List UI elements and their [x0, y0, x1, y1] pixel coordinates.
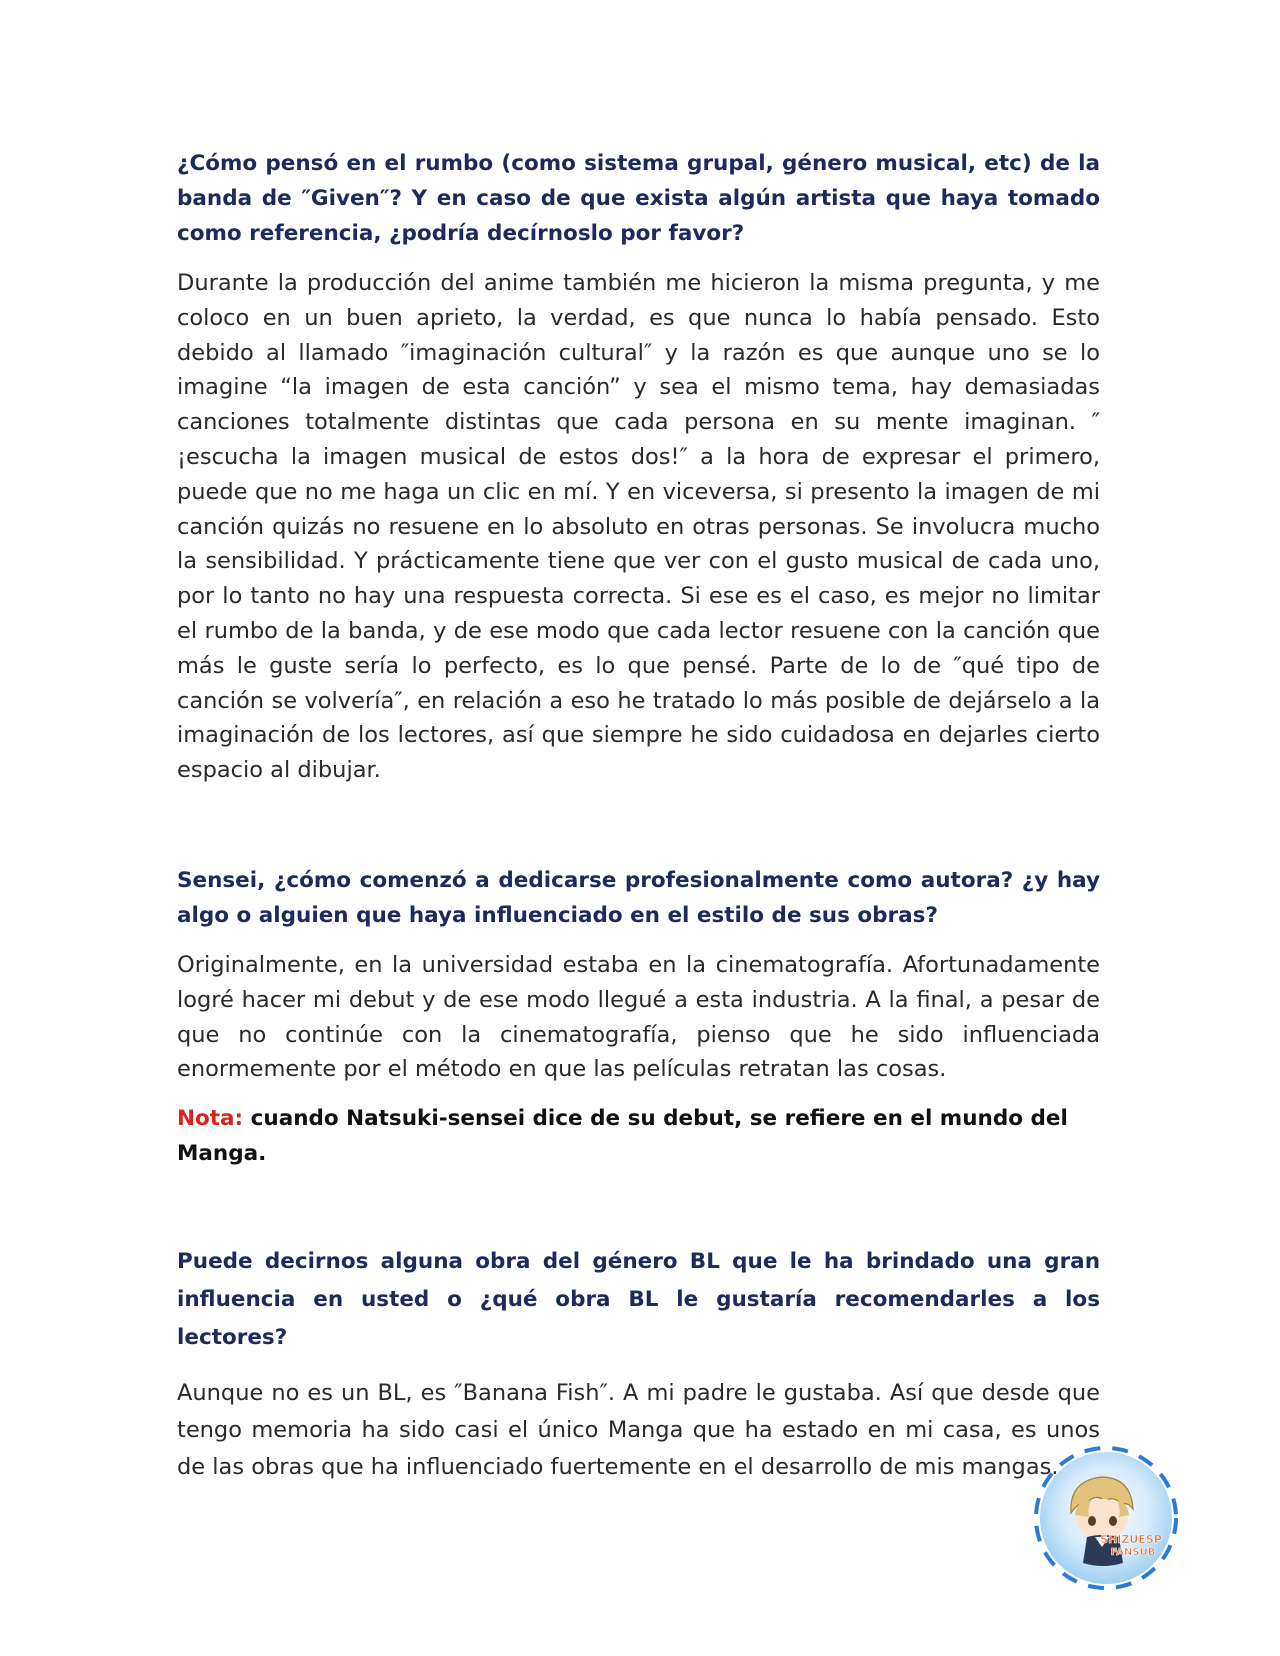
stamp-text-2: FANSUB [1110, 1547, 1156, 1558]
answer-2: Originalmente, en la universidad estaba en la cinematografía. Afortunadamente logré hacer mi debut y de ese modo llegué a esta industria. A la final, a pesar de que no continúe con la cinematografía, pienso que he sido influenciada enormemente por el método en que las películas retratan las cosas. [177, 951, 1100, 1083]
question-2: Sensei, ¿cómo comenzó a dedicarse profesionalmente como autora? ¿y hay algo o alguien que haya influenciado en el estilo de sus obras? [177, 867, 1100, 928]
fansub-logo [1031, 1443, 1181, 1593]
question-1: ¿Cómo pensó en el rumbo (como sistema grupal, género musical, etc) de la banda de ″Given″? Y en caso de que exista algún artista que haya tomado como referencia, ¿podría decírnoslo por favor? [177, 151, 1100, 246]
note-text: cuando Natsuki-sensei dice de su debut, se refiere en el mundo del Manga. [177, 1106, 1068, 1167]
answer-1: Durante la producción del anime también me hicieron la misma pregunta, y me coloco en un buen aprieto, la verdad, es que nunca lo había pensado. Esto debido al llamado ″imaginación cultural″ y la razón es que aunque uno se lo imagine “la imagen de esta canción” y sea el mismo tema, hay demasiadas canciones totalmente distintas que cada persona en su mente imaginan. ″¡escucha la imagen musical de estos dos!″ a la hora de expresar el primero, puede que no me haga un clic en mí. Y en viceversa, si presento la imagen de mi canción quizás no resuene en lo absoluto en otras personas. Se involucra mucho la sensibilidad. Y prácticamente tiene que ver con el gusto musical de cada uno, por lo tanto no hay una respuesta correcta. Si ese es el caso, es mejor no limitar el rumbo de la banda, y de ese modo que cada lector resuene con la canción que más le guste sería lo perfecto, es lo que pensé. Parte de lo de ″qué tipo de canción se volvería″, en relación a eso he tratado lo más posible de dejárselo a la imaginación de los lectores, así que siempre he sido cuidadosa en dejarles cierto espacio al dibujar. [177, 270, 1100, 784]
answer-3: Aunque no es un BL, es ″Banana Fish″. A mi padre le gustaba. Así que desde que tengo memoria ha sido casi el único Manga que ha estado en mi casa, es unos de las obras que ha influenciado fuertemente en el desarrollo de mis mangas. [177, 1380, 1100, 1481]
question-3: Puede decirnos alguna obra del género BL que le ha brindado una gran influencia en usted o ¿qué obra BL le gustaría recomendarles a los lectores? [177, 1249, 1100, 1351]
stamp-text-1: SHIZUESP [1100, 1533, 1162, 1546]
character-eye-right [1109, 1516, 1117, 1526]
note [177, 1101, 1100, 1171]
document-page [177, 146, 1100, 1486]
character-eye-left [1088, 1516, 1096, 1526]
note-label: Nota: [177, 1106, 244, 1132]
